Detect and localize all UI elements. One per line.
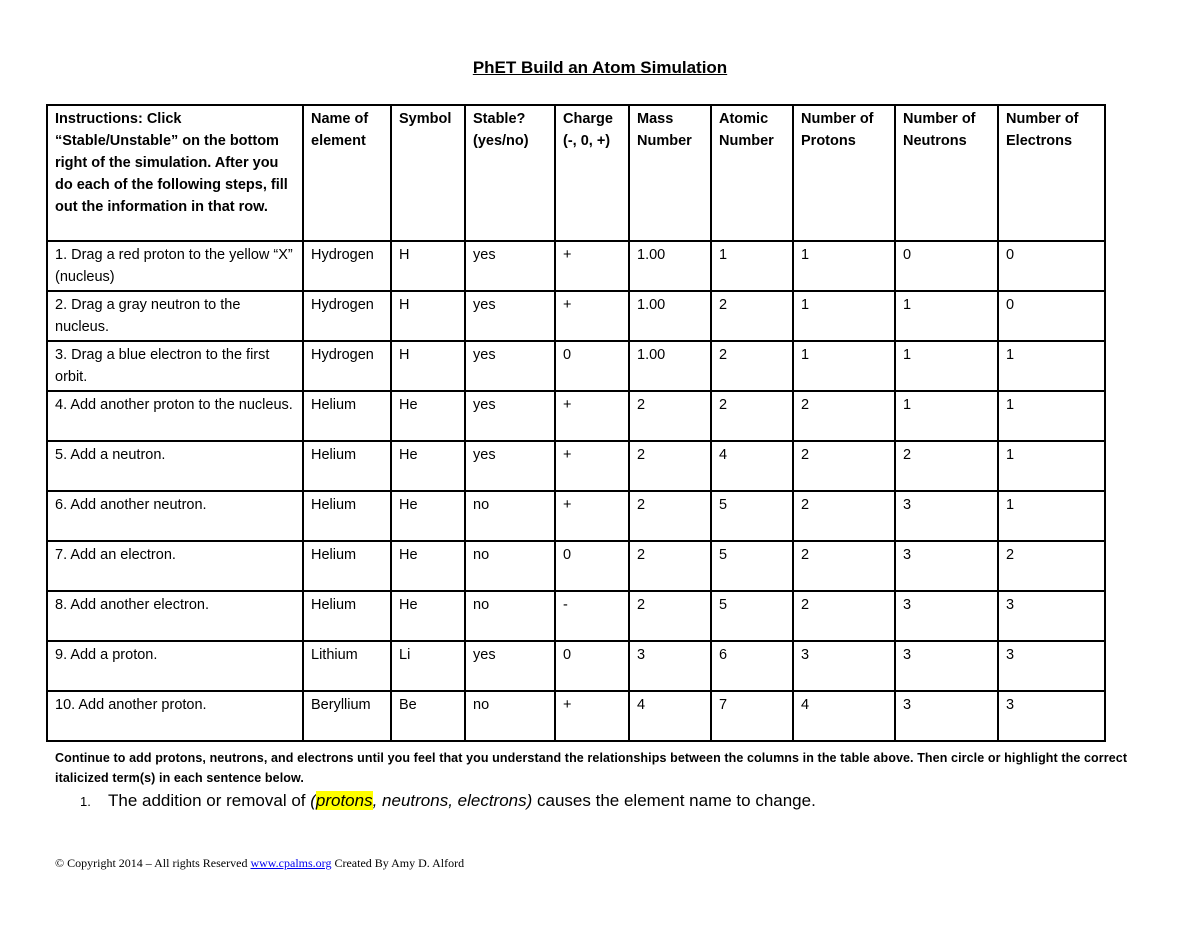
cell-atomic-number: 2 <box>711 291 793 341</box>
cell-instruction: 7. Add an electron. <box>47 541 303 591</box>
cell-protons: 3 <box>793 641 895 691</box>
cell-symbol: He <box>391 441 465 491</box>
cell-symbol: He <box>391 491 465 541</box>
cell-electrons: 3 <box>998 641 1105 691</box>
header-protons: Number of Protons <box>793 105 895 241</box>
cell-mass-number: 2 <box>629 441 711 491</box>
cell-stable: yes <box>465 291 555 341</box>
cell-neutrons: 1 <box>895 341 998 391</box>
cell-protons: 2 <box>793 441 895 491</box>
cell-charge: + <box>555 491 629 541</box>
cell-charge: + <box>555 391 629 441</box>
table-row <box>47 441 1105 491</box>
header-neutrons: Number of Neutrons <box>895 105 998 241</box>
question-1 <box>80 788 816 815</box>
question-prefix: The addition or removal of <box>108 791 311 810</box>
table-header-row <box>47 105 1105 241</box>
header-element-name: Name of element <box>303 105 391 241</box>
cell-neutrons: 3 <box>895 491 998 541</box>
cell-electrons: 2 <box>998 541 1105 591</box>
cell-stable: yes <box>465 341 555 391</box>
cell-electrons: 0 <box>998 291 1105 341</box>
paren-close: ) <box>526 791 533 810</box>
cell-symbol: He <box>391 591 465 641</box>
cell-protons: 2 <box>793 541 895 591</box>
cell-element-name: Hydrogen <box>303 241 391 291</box>
cell-mass-number: 1.00 <box>629 241 711 291</box>
other-terms: , neutrons, electrons <box>372 791 527 810</box>
cell-stable: yes <box>465 241 555 291</box>
cell-element-name: Hydrogen <box>303 291 391 341</box>
cell-instruction: 10. Add another proton. <box>47 691 303 741</box>
cell-symbol: Li <box>391 641 465 691</box>
cell-electrons: 1 <box>998 391 1105 441</box>
table-row <box>47 491 1105 541</box>
table-row <box>47 291 1105 341</box>
cell-protons: 2 <box>793 491 895 541</box>
cell-element-name: Helium <box>303 591 391 641</box>
cell-symbol: H <box>391 241 465 291</box>
cell-mass-number: 2 <box>629 591 711 641</box>
cell-element-name: Lithium <box>303 641 391 691</box>
cell-instruction: 5. Add a neutron. <box>47 441 303 491</box>
cell-charge: 0 <box>555 541 629 591</box>
cell-symbol: He <box>391 391 465 441</box>
cell-neutrons: 3 <box>895 541 998 591</box>
cell-electrons: 0 <box>998 241 1105 291</box>
cell-mass-number: 1.00 <box>629 291 711 341</box>
page-title: PhET Build an Atom Simulation <box>472 58 728 77</box>
cell-mass-number: 4 <box>629 691 711 741</box>
table-row <box>47 591 1105 641</box>
cell-charge: + <box>555 291 629 341</box>
cpalms-link[interactable]: www.cpalms.org <box>250 856 332 870</box>
instructions-note: Continue to add protons, neutrons, and electrons until you feel that you understand the relationships between the columns in the table above. Then circle or highlight the correct italicized term(s) in each sentence below. <box>55 751 1128 785</box>
cell-instruction: 2. Drag a gray neutron to the nucleus. <box>47 291 303 341</box>
cell-symbol: Be <box>391 691 465 741</box>
cell-protons: 1 <box>793 241 895 291</box>
cell-mass-number: 2 <box>629 491 711 541</box>
cell-atomic-number: 1 <box>711 241 793 291</box>
cell-symbol: H <box>391 341 465 391</box>
table-row <box>47 691 1105 741</box>
cell-mass-number: 2 <box>629 541 711 591</box>
table-row <box>47 641 1105 691</box>
cell-electrons: 1 <box>998 441 1105 491</box>
cell-stable: no <box>465 591 555 641</box>
cell-stable: no <box>465 491 555 541</box>
cell-mass-number: 1.00 <box>629 341 711 391</box>
cell-element-name: Helium <box>303 391 391 441</box>
question-number: 1. <box>80 794 91 809</box>
cell-stable: yes <box>465 441 555 491</box>
atom-data-table <box>46 104 1106 742</box>
cell-instruction: 6. Add another neutron. <box>47 491 303 541</box>
cell-protons: 1 <box>793 341 895 391</box>
cell-neutrons: 1 <box>895 391 998 441</box>
cell-protons: 2 <box>793 591 895 641</box>
cell-charge: - <box>555 591 629 641</box>
cell-neutrons: 3 <box>895 591 998 641</box>
cell-charge: + <box>555 691 629 741</box>
header-electrons: Number of Electrons <box>998 105 1105 241</box>
cell-element-name: Helium <box>303 491 391 541</box>
cell-element-name: Helium <box>303 441 391 491</box>
cell-instruction: 4. Add another proton to the nucleus. <box>47 391 303 441</box>
cell-protons: 1 <box>793 291 895 341</box>
cell-protons: 2 <box>793 391 895 441</box>
cell-neutrons: 3 <box>895 691 998 741</box>
cell-instruction: 1. Drag a red proton to the yellow “X” (nucleus) <box>47 241 303 291</box>
cell-neutrons: 1 <box>895 291 998 341</box>
cell-stable: yes <box>465 641 555 691</box>
cell-neutrons: 2 <box>895 441 998 491</box>
cell-atomic-number: 5 <box>711 491 793 541</box>
cell-charge: + <box>555 441 629 491</box>
cell-electrons: 1 <box>998 341 1105 391</box>
cell-electrons: 1 <box>998 491 1105 541</box>
cell-neutrons: 0 <box>895 241 998 291</box>
cell-instruction: 8. Add another electron. <box>47 591 303 641</box>
cell-atomic-number: 7 <box>711 691 793 741</box>
cell-neutrons: 3 <box>895 641 998 691</box>
cell-atomic-number: 6 <box>711 641 793 691</box>
cell-atomic-number: 5 <box>711 541 793 591</box>
table-row <box>47 341 1105 391</box>
cell-atomic-number: 2 <box>711 341 793 391</box>
cell-atomic-number: 4 <box>711 441 793 491</box>
cell-element-name: Hydrogen <box>303 341 391 391</box>
header-charge: Charge (-, 0, +) <box>555 105 629 241</box>
credit-text: Created By Amy D. Alford <box>331 856 465 870</box>
cell-stable: no <box>465 691 555 741</box>
question-suffix: causes the element name to change. <box>532 791 816 810</box>
cell-instruction: 3. Drag a blue electron to the first orbit. <box>47 341 303 391</box>
cell-stable: no <box>465 541 555 591</box>
cell-element-name: Helium <box>303 541 391 591</box>
highlighted-term: protons <box>315 791 373 810</box>
header-atomic-number: Atomic Number <box>711 105 793 241</box>
table-row <box>47 391 1105 441</box>
cell-charge: + <box>555 241 629 291</box>
cell-protons: 4 <box>793 691 895 741</box>
table-row <box>47 241 1105 291</box>
cell-symbol: H <box>391 291 465 341</box>
cell-electrons: 3 <box>998 591 1105 641</box>
header-stable: Stable? (yes/no) <box>465 105 555 241</box>
header-instructions: Instructions: Click “Stable/Unstable” on the bottom right of the simulation. After you do each of the following steps, fill out the information in that row. <box>47 105 303 241</box>
footer <box>55 856 464 871</box>
cell-atomic-number: 2 <box>711 391 793 441</box>
header-symbol: Symbol <box>391 105 465 241</box>
table-row <box>47 541 1105 591</box>
cell-instruction: 9. Add a proton. <box>47 641 303 691</box>
cell-symbol: He <box>391 541 465 591</box>
cell-atomic-number: 5 <box>711 591 793 641</box>
cell-mass-number: 2 <box>629 391 711 441</box>
cell-stable: yes <box>465 391 555 441</box>
copyright-text: © Copyright 2014 – All rights Reserved <box>55 856 251 870</box>
cell-charge: 0 <box>555 341 629 391</box>
cell-electrons: 3 <box>998 691 1105 741</box>
cell-charge: 0 <box>555 641 629 691</box>
cell-element-name: Beryllium <box>303 691 391 741</box>
cell-mass-number: 3 <box>629 641 711 691</box>
header-mass-number: Mass Number <box>629 105 711 241</box>
paren-open: ( <box>310 791 316 810</box>
